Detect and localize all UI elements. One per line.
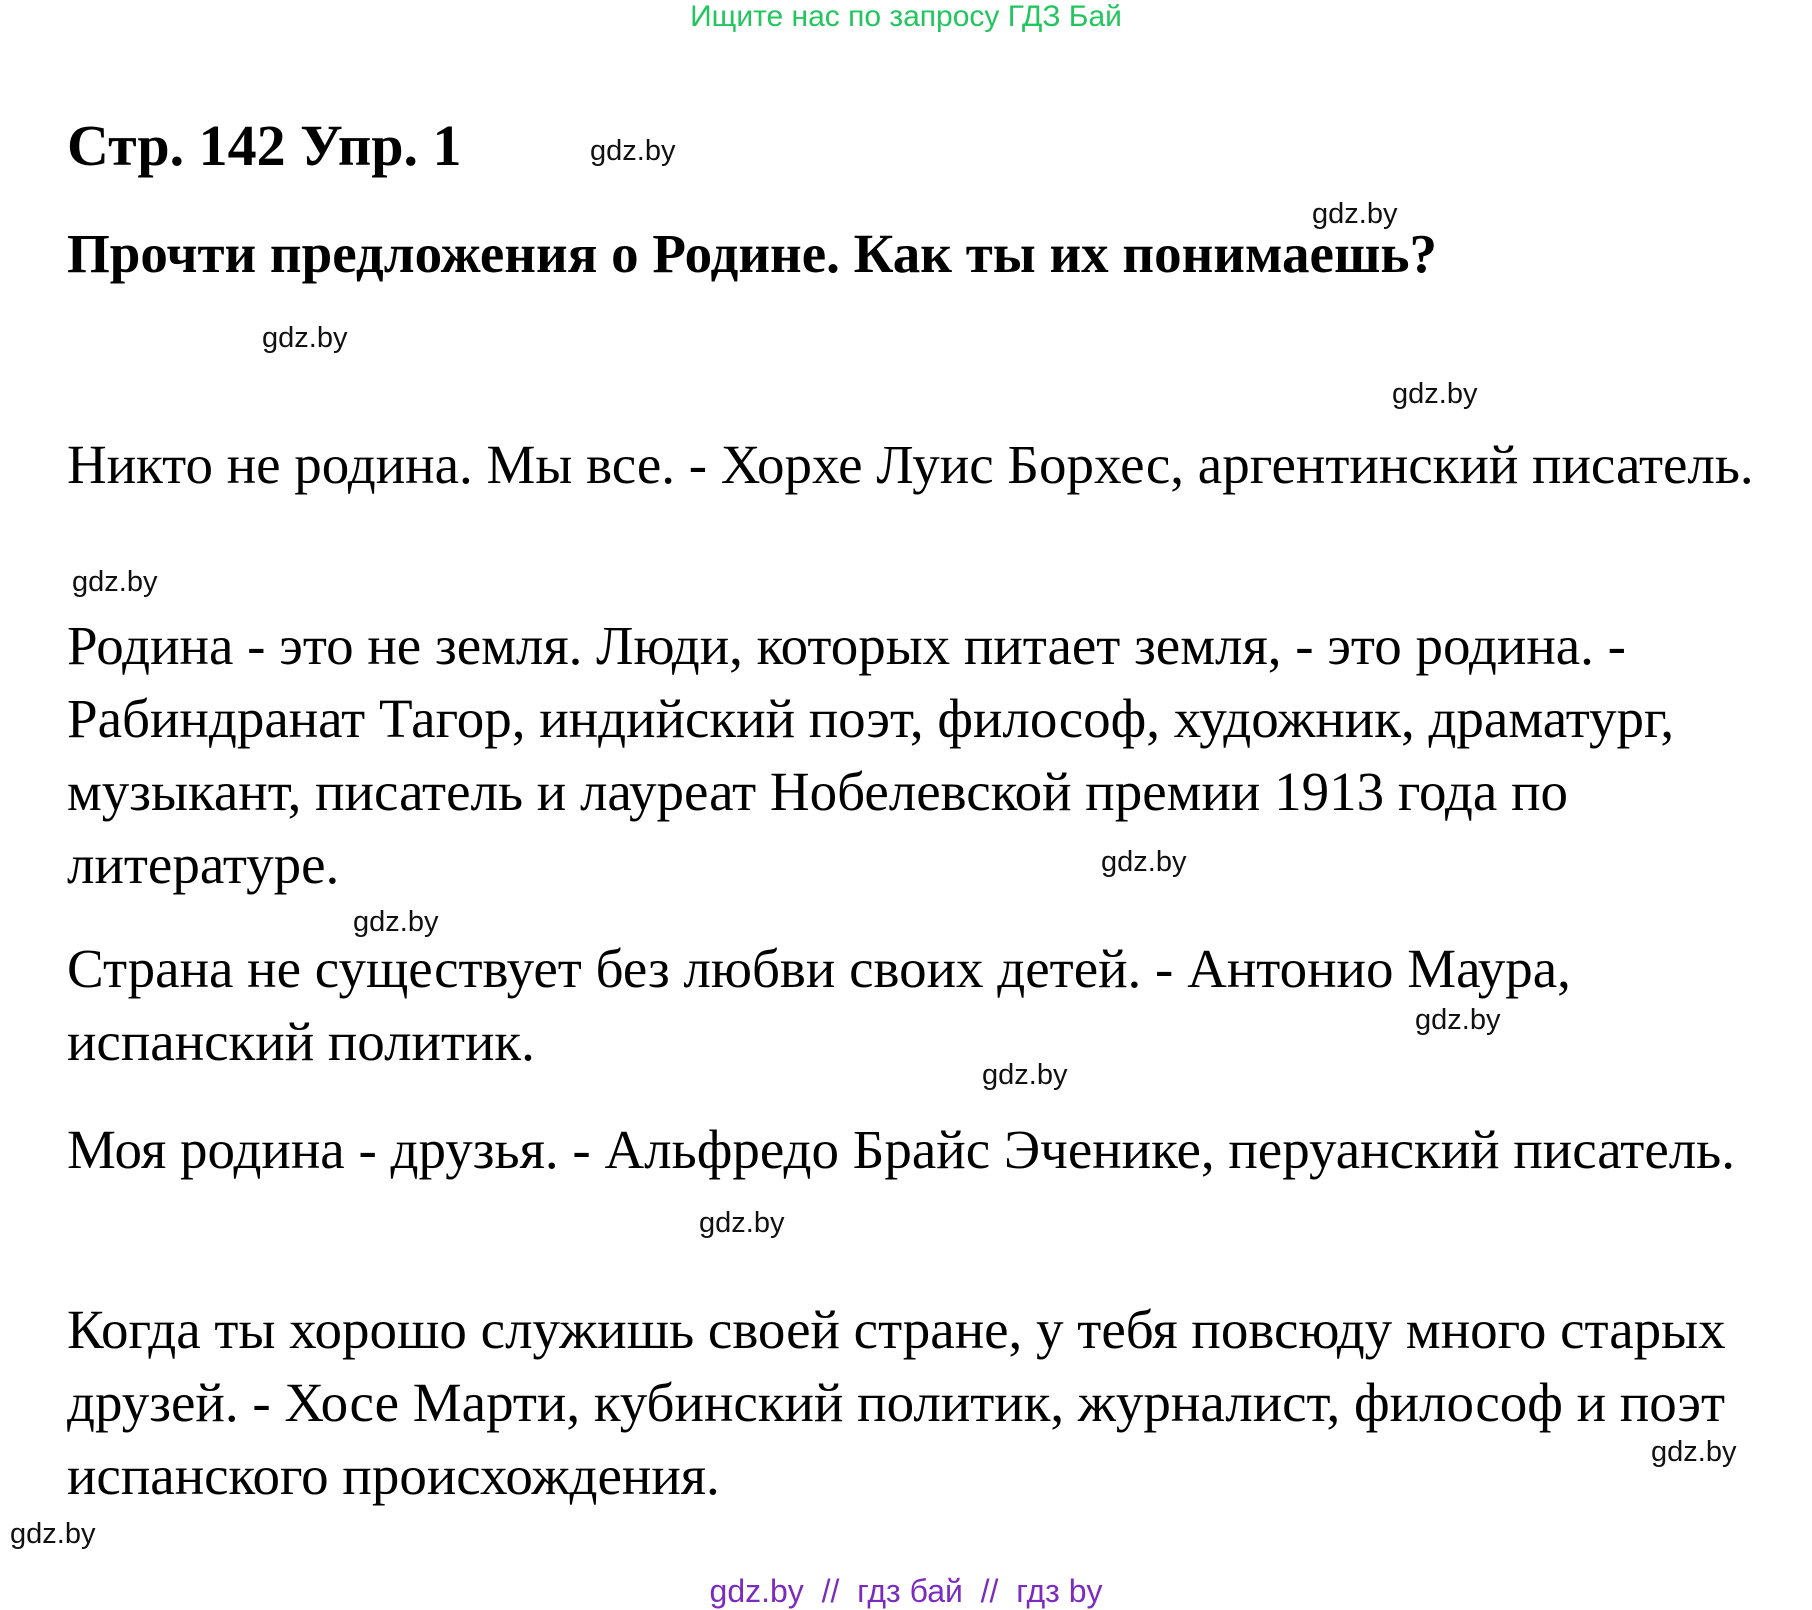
- top-banner: Ищите нас по запросу ГДЗ Бай: [690, 0, 1122, 33]
- watermark: gdz.by: [262, 322, 348, 354]
- quote-marti: Когда ты хорошо служишь своей стране, у тебя повсюду много старых друзей. - Хосе Марти, кубинский политик, журналист, философ и поэт испанского происхождения.: [67, 1299, 1726, 1506]
- watermark: gdz.by: [353, 906, 439, 938]
- watermark: gdz.by: [10, 1518, 96, 1550]
- watermark: gdz.by: [1651, 1436, 1737, 1468]
- watermark: gdz.by: [1392, 378, 1478, 410]
- quote-borges: Никто не родина. Мы все. - Хорхе Луис Борхес, аргентинский писатель.: [67, 434, 1754, 495]
- watermark: gdz.by: [72, 566, 158, 598]
- watermark: gdz.by: [699, 1207, 785, 1239]
- quote-tagore: Родина - это не земля. Люди, которых питает земля, - это родина. - Рабиндранат Тагор, индийский поэт, философ, художник, драматург, музыкант, писатель и лауреат Нобелевской премии 1913 года по литературе.: [67, 615, 1675, 895]
- watermark: gdz.by: [1312, 198, 1398, 230]
- task-heading: Прочти предложения о Родине. Как ты их понимаешь?: [67, 223, 1437, 284]
- watermark: gdz.by: [1101, 846, 1187, 878]
- watermark: gdz.by: [1415, 1004, 1501, 1036]
- watermark: gdz.by: [982, 1059, 1068, 1091]
- quote-maura: Страна не существует без любви своих детей. - Антонио Маура, испанский политик.: [67, 938, 1571, 1072]
- page-title: Стр. 142 Упр. 1: [67, 113, 462, 178]
- footer-links[interactable]: gdz.by // гдз бай // гдз by: [709, 1573, 1103, 1609]
- watermark: gdz.by: [590, 135, 676, 167]
- quote-bryce: Моя родина - друзья. - Альфредо Брайс Эченике, перуанский писатель.: [67, 1119, 1736, 1180]
